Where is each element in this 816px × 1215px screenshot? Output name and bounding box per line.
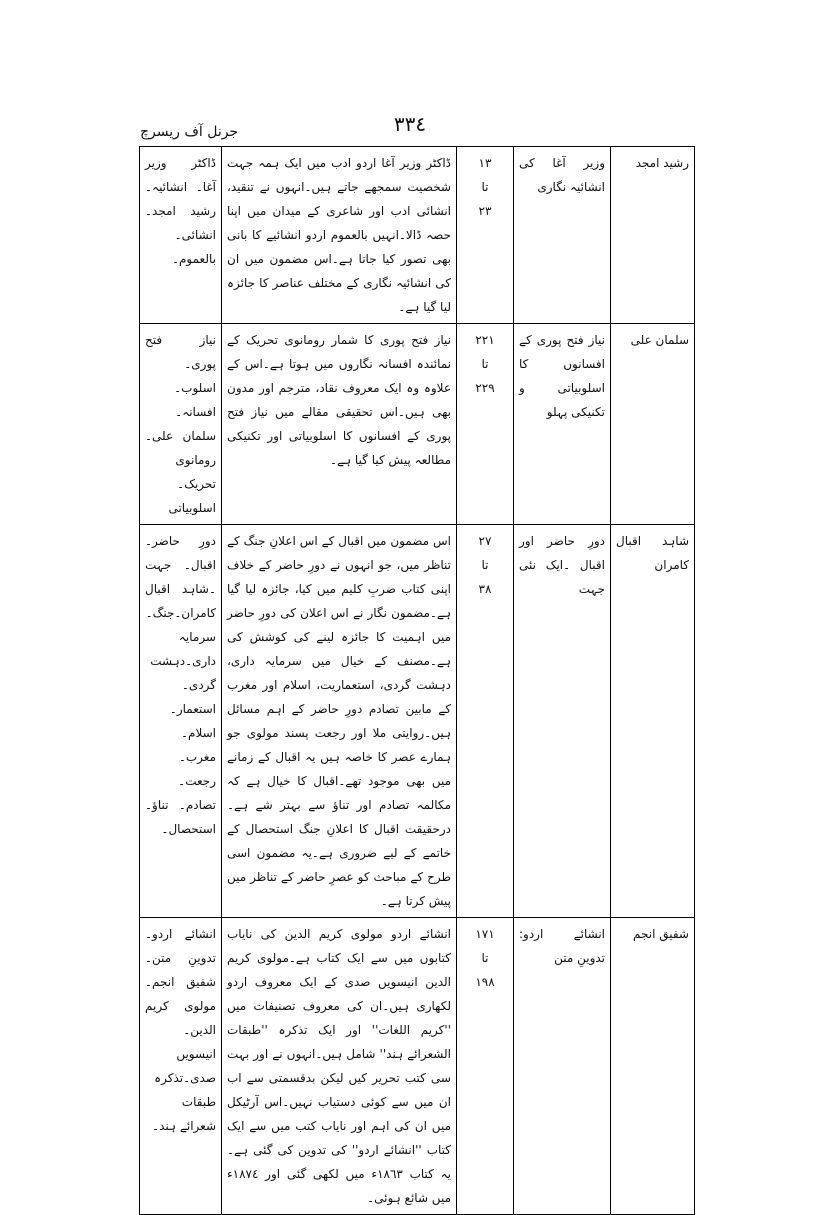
page-end: ٢٢٩ bbox=[475, 381, 495, 395]
page-start: ٢٧ bbox=[478, 534, 492, 548]
keywords-cell: انشائے اردو۔ تدوینِ متن۔شفیق انجم۔مولوی کریم الدین۔انیسویں صدی۔تذکرہ طبقات شعرائے ہند۔ bbox=[140, 918, 222, 1215]
page-to: تا bbox=[481, 558, 489, 572]
table-row bbox=[140, 525, 695, 918]
title-cell: وزیر آغا کی انشائیہ نگاری bbox=[514, 147, 611, 324]
keywords-cell: دورِ حاضر۔اقبال۔ جہت ۔شاہد اقبال کامران۔جنگ۔ سرمایہ داری۔دہشت گردی۔استعمار۔ اسلام۔مغرب۔ رجعت۔ تصادم۔ تناؤ۔استحصال۔ bbox=[140, 525, 222, 918]
page-start: ٢٢١ bbox=[475, 333, 495, 347]
title-cell: انشائے اردو: تدوینِ متن bbox=[514, 918, 611, 1215]
page-start: ١٣ bbox=[478, 156, 492, 170]
table-row bbox=[140, 918, 695, 1215]
title-cell: دورِ حاضر اور اقبال ۔ایک نئی جہت bbox=[514, 525, 611, 918]
table-row bbox=[140, 324, 695, 525]
summary-cell: انشائے اردو مولوی کریم الدین کی نایاب کتابوں میں سے ایک کتاب ہے۔مولوی کریم الدین انیسویں صدی کے ایک معروف اردو لکھاری ہیں۔ان کی معروف تصنیفات میں ''کریم اللغات'' اور ایک تذکرہ ''طبقات الشعرائے ہند'' شامل ہیں۔انہوں نے اور بہت سی کتب تحریر کیں لیکن بدقسمتی سے اب ان میں سے کوئی دستیاب نہیں۔اس آرٹیکل میں ان کی اہم اور نایاب کتب میں سے ایک کتاب ''انشائے اردو'' کی تدوین کی گئی ہے۔یہ کتاب ١٨٦٣ء میں لکھی گئی اور ١٨٧٤ء میں شائع ہوئی۔ bbox=[222, 918, 457, 1215]
page-end: ٣٨ bbox=[478, 582, 492, 596]
page-end: ١٩٨ bbox=[475, 975, 495, 989]
author-cell: رشید امجد bbox=[611, 147, 695, 324]
author-cell: شاہد اقبال کامران bbox=[611, 525, 695, 918]
page-number: ٣٣٤ bbox=[393, 112, 427, 136]
page-to: تا bbox=[481, 357, 489, 371]
summary-cell: ڈاکٹر وزیر آغا اردو ادب میں ایک ہمہ جہت شخصیت سمجھے جاتے ہیں۔انہوں نے تنقید، انشائی ادب اور شاعری کے میدان میں اپنا حصہ ڈالا۔انہیں بالعموم اردو انشائیے کا بانی بھی تصور کیا جاتا ہے۔اس مضمون میں ان کی انشائیہ نگاری کے مختلف عناصر کا جائزہ لیا گیا ہے۔ bbox=[222, 147, 457, 324]
author-cell: شفیق انجم bbox=[611, 918, 695, 1215]
journal-title: جرنل آف ریسرچ bbox=[140, 124, 239, 140]
page-to: تا bbox=[481, 180, 489, 194]
title-cell: نیاز فتح پوری کے افسانوں کا اسلوبیاتی و تکنیکی پہلو bbox=[514, 324, 611, 525]
pages-cell bbox=[457, 918, 514, 1215]
article-index-table bbox=[139, 146, 695, 1215]
summary-cell: اس مضمون میں اقبال کے اس اعلانِ جنگ کے تناظر میں، جو انہوں نے دورِ حاضر کے خلاف اپنی کتاب ضربِ کلیم میں کیا، جائزہ لیا گیا ہے۔مضمون نگار نے اس اعلان کی دورِ حاضر میں اہمیت کا جائزہ لینے کی کوشش کی ہے۔مصنف کے خیال میں سرمایہ داری، دہشت گردی، استعماریت، اسلام اور مغرب کے مابین تصادم دورِ حاضر کے اہم مسائل ہیں۔روایتی ملا اور رجعت پسند مولوی جو ہمارے عصر کا خاصہ ہیں یہ اقبال کے زمانے میں بھی موجود تھے۔اقبال کا خیال ہے کہ مکالمہ تصادم اور تناؤ سے بہتر شے ہے۔درحقیقت اقبال کا اعلانِ جنگ استحصال کے خاتمے کے لیے ضروری ہے۔یہ مضمون اسی طرح کے مباحث کو عصرِ حاضر کے تناظر میں پیش کرتا ہے۔ bbox=[222, 525, 457, 918]
keywords-cell: نیاز فتح پوری۔ اسلوب۔افسانہ۔ سلمان علی۔رومانوی تحریک۔اسلوبیاتی bbox=[140, 324, 222, 525]
author-cell: سلمان علی bbox=[611, 324, 695, 525]
table-row bbox=[140, 147, 695, 324]
keywords-cell: ڈاکٹر وزیر آغا۔ انشائیہ۔رشید امجد۔ انشائی۔بالعموم۔ bbox=[140, 147, 222, 324]
summary-cell: نیاز فتح پوری کا شمار رومانوی تحریک کے نمائندہ افسانہ نگاروں میں ہوتا ہے۔اس کے علاوہ وہ ایک معروف نقاد، مترجم اور مدون بھی ہیں۔اس تحقیقی مقالے میں نیاز فتح پوری کے افسانوں کا اسلوبیاتی اور تکنیکی مطالعہ پیش کیا گیا ہے۔ bbox=[222, 324, 457, 525]
pages-cell bbox=[457, 324, 514, 525]
page-end: ٢٣ bbox=[478, 204, 492, 218]
page-to: تا bbox=[481, 951, 489, 965]
pages-cell bbox=[457, 147, 514, 324]
pages-cell bbox=[457, 525, 514, 918]
page-start: ١٧١ bbox=[475, 927, 495, 941]
